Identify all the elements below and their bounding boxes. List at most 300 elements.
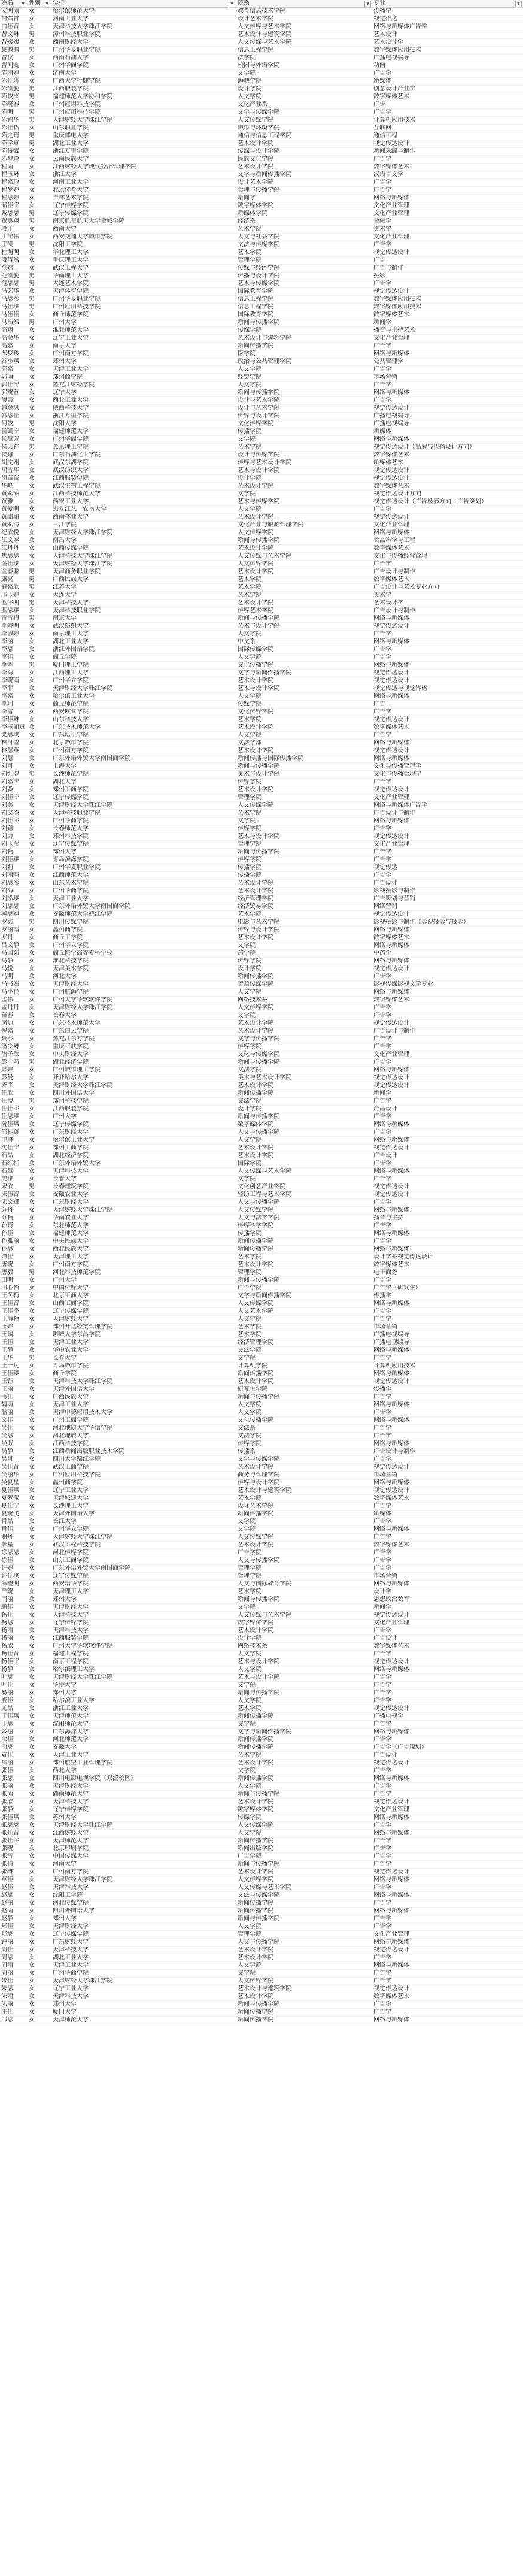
school-cell[interactable]: 天津科技大学 — [51, 1799, 236, 1806]
department-cell[interactable]: 教育信息技术学院 — [236, 8, 372, 16]
major-cell[interactable]: 广告学 — [372, 366, 523, 374]
gender-cell[interactable]: 女 — [28, 1456, 51, 1464]
name-cell[interactable]: 苏丹 — [0, 1207, 28, 1215]
major-cell[interactable]: 数字媒体艺术 — [372, 934, 523, 942]
school-cell[interactable]: 武汉东湖学院 — [51, 459, 236, 467]
major-cell[interactable]: 广告学 — [372, 849, 523, 856]
school-cell[interactable]: 广州应用科技学院 — [51, 304, 236, 311]
school-cell[interactable]: 广州华立学院 — [51, 677, 236, 685]
gender-cell[interactable]: 女 — [28, 1285, 51, 1292]
major-cell[interactable]: 网络与新媒体 — [372, 662, 523, 670]
name-cell[interactable]: 杨静 — [0, 1666, 28, 1674]
table-row[interactable] — [0, 1145, 523, 1152]
school-cell[interactable]: 郑州科技学院 — [51, 833, 236, 841]
name-cell[interactable]: 刘红健 — [0, 771, 28, 779]
table-row[interactable] — [0, 1744, 523, 1752]
table-row[interactable] — [0, 1316, 523, 1324]
name-cell[interactable]: 郜梦珍 — [0, 350, 28, 358]
major-cell[interactable]: 广告学 — [372, 1736, 523, 1744]
table-row[interactable] — [0, 1651, 523, 1658]
school-cell[interactable]: 广州南方学院 — [51, 1869, 236, 1876]
gender-cell[interactable]: 女 — [28, 810, 51, 818]
department-cell[interactable]: 管理学院 — [236, 1573, 372, 1581]
school-cell[interactable]: 郑州升达经贸管理学院 — [51, 1324, 236, 1331]
name-cell[interactable]: 黄爱明 — [0, 506, 28, 514]
school-cell[interactable]: 郑州大学 — [51, 1915, 236, 1923]
department-cell[interactable]: 新闻传播学院 — [236, 1238, 372, 1246]
gender-cell[interactable]: 女 — [28, 506, 51, 514]
gender-cell[interactable]: 女 — [28, 234, 51, 241]
name-cell[interactable]: 田心怡 — [0, 1285, 28, 1292]
major-cell[interactable]: 网络与新媒体 — [372, 1067, 523, 1074]
header-name[interactable] — [0, 0, 28, 8]
department-cell[interactable]: 广告学院 — [236, 1549, 372, 1557]
school-cell[interactable]: 河南大学 — [51, 1861, 236, 1869]
school-cell[interactable]: 郑州科技学院 — [51, 1098, 236, 1106]
department-cell[interactable]: 数字媒体学院 — [236, 202, 372, 210]
table-row[interactable] — [0, 763, 523, 771]
department-cell[interactable]: 人文学院 — [236, 1409, 372, 1417]
department-cell[interactable]: 医学院 — [236, 350, 372, 358]
name-cell[interactable]: 王婷 — [0, 1324, 28, 1331]
table-row[interactable] — [0, 1168, 523, 1176]
major-cell[interactable]: 广告学 — [372, 1627, 523, 1635]
department-cell[interactable]: 传播学院 — [236, 1230, 372, 1238]
department-cell[interactable]: 新闻与传播学院 — [236, 537, 372, 545]
major-cell[interactable]: 广告学 — [372, 1549, 523, 1557]
department-cell[interactable]: 文学院 — [236, 1526, 372, 1534]
department-cell[interactable]: 新闻传播学院 — [236, 1511, 372, 1518]
name-cell[interactable]: 陈明 — [0, 109, 28, 117]
school-cell[interactable]: 广州南方学院 — [51, 350, 236, 358]
gender-cell[interactable]: 男 — [28, 1355, 51, 1363]
school-cell[interactable]: 云南民族大学 — [51, 156, 236, 164]
department-cell[interactable]: 艺术设计学院 — [236, 724, 372, 732]
name-cell[interactable]: 刘力 — [0, 833, 28, 841]
gender-cell[interactable]: 女 — [28, 459, 51, 467]
department-cell[interactable]: 传媒与经济学院 — [236, 265, 372, 273]
name-cell[interactable]: 孙琦 — [0, 1222, 28, 1230]
gender-cell[interactable]: 女 — [28, 327, 51, 335]
major-cell[interactable]: 传播学 — [372, 8, 523, 16]
name-cell[interactable]: 王海楠 — [0, 1316, 28, 1324]
table-row[interactable] — [0, 1183, 523, 1191]
department-cell[interactable]: 艺术设计学院 — [236, 1760, 372, 1767]
table-row[interactable] — [0, 1954, 523, 1962]
name-cell[interactable]: 李雪 — [0, 709, 28, 716]
table-row[interactable] — [0, 1620, 523, 1627]
major-cell[interactable]: 广告学 — [372, 654, 523, 662]
major-cell[interactable]: 文化产业管理 — [372, 1620, 523, 1627]
school-cell[interactable]: 中国传媒大学 — [51, 1853, 236, 1861]
name-cell[interactable]: 史琪 — [0, 1176, 28, 1183]
table-row[interactable] — [0, 1526, 523, 1534]
department-cell[interactable]: 经济管理学院 — [236, 1339, 372, 1347]
major-cell[interactable]: 视觉传达设计 — [372, 1487, 523, 1495]
name-cell[interactable]: 彭婷 — [0, 1067, 28, 1074]
department-cell[interactable]: 人文传媒学院 — [236, 1207, 372, 1215]
school-cell[interactable]: 哈尔滨师范大学 — [51, 8, 236, 16]
table-row[interactable] — [0, 1806, 523, 1814]
school-cell[interactable]: 天津财经大学珠江学院 — [51, 1978, 236, 1985]
major-cell[interactable]: 通信工程 — [372, 132, 523, 140]
table-row[interactable] — [0, 1830, 523, 1838]
department-cell[interactable]: 数字媒体学院 — [236, 1806, 372, 1814]
department-cell[interactable]: 新闻与传播学院 — [236, 1690, 372, 1697]
department-cell[interactable]: 艺术学院 — [236, 226, 372, 234]
gender-cell[interactable]: 女 — [28, 1791, 51, 1799]
department-cell[interactable]: 传媒学院 — [236, 958, 372, 965]
name-cell[interactable]: 邝玉婷 — [0, 592, 28, 600]
major-cell[interactable]: 新媒体 — [372, 78, 523, 86]
department-cell[interactable]: 数字媒体学院 — [236, 1620, 372, 1627]
gender-cell[interactable]: 女 — [28, 1160, 51, 1168]
school-cell[interactable]: 江西新闻出版职业技术学院 — [51, 1448, 236, 1456]
school-cell[interactable]: 沈阳工学院 — [51, 1892, 236, 1900]
table-row[interactable] — [0, 78, 523, 86]
department-cell[interactable]: 人文传媒学院 — [236, 117, 372, 125]
gender-cell[interactable]: 女 — [28, 654, 51, 662]
name-cell[interactable]: 陈学章 — [0, 140, 28, 148]
table-row[interactable] — [0, 257, 523, 265]
gender-cell[interactable]: 女 — [28, 1705, 51, 1713]
name-cell[interactable]: 胡雪华 — [0, 467, 28, 475]
department-cell[interactable]: 艺术学院 — [236, 1495, 372, 1503]
department-cell[interactable]: 设计学院 — [236, 965, 372, 973]
major-cell[interactable]: 视觉传达设计 — [372, 249, 523, 257]
department-cell[interactable]: 置盈传媒学院 — [236, 981, 372, 989]
major-cell[interactable]: 网络与新媒体 — [372, 1830, 523, 1838]
major-cell[interactable]: 视觉传达设计 — [372, 1020, 523, 1028]
department-cell[interactable]: 艺术设计学院 — [236, 1261, 372, 1269]
table-row[interactable] — [0, 1067, 523, 1074]
major-cell[interactable]: 广告学 — [372, 1853, 523, 1861]
school-cell[interactable]: 湖南师范大学 — [51, 1791, 236, 1799]
department-cell[interactable]: 文法学院 — [236, 1347, 372, 1355]
table-row[interactable] — [0, 467, 523, 475]
department-cell[interactable]: 新闻与传播学院 — [236, 1915, 372, 1923]
name-cell[interactable]: 罗丹 — [0, 934, 28, 942]
department-cell[interactable]: 人文传媒学院 — [236, 529, 372, 537]
table-row[interactable] — [0, 1433, 523, 1440]
school-cell[interactable]: 天津理工大学 — [51, 1588, 236, 1596]
gender-cell[interactable]: 女 — [28, 1511, 51, 1518]
gender-cell[interactable]: 男 — [28, 444, 51, 452]
department-cell[interactable]: 艺术设计学院 — [236, 786, 372, 794]
gender-cell[interactable]: 女 — [28, 1643, 51, 1651]
header-gender[interactable] — [28, 0, 51, 8]
school-cell[interactable]: 江西师范大学 — [51, 872, 236, 880]
gender-cell[interactable]: 女 — [28, 1573, 51, 1581]
department-cell[interactable]: 文法系 — [236, 1425, 372, 1433]
table-row[interactable] — [0, 623, 523, 631]
department-cell[interactable]: 艺术与设计学院 — [236, 833, 372, 841]
department-cell[interactable]: 海峡学院 — [236, 78, 372, 86]
gender-cell[interactable]: 女 — [28, 1518, 51, 1526]
name-cell[interactable]: 高翔 — [0, 327, 28, 335]
school-cell[interactable]: 广东外语外贸大学 — [51, 1160, 236, 1168]
major-cell[interactable]: 文化与传播管理学 — [372, 771, 523, 779]
major-cell[interactable]: 视觉传达设计 — [372, 1658, 523, 1666]
name-cell[interactable]: 蓝思琪 — [0, 607, 28, 615]
header-major[interactable] — [372, 0, 523, 8]
major-cell[interactable]: 网络与新媒体 — [372, 389, 523, 397]
school-cell[interactable]: 山西传媒学院 — [51, 545, 236, 553]
name-cell[interactable]: 苗春 — [0, 1012, 28, 1020]
table-row[interactable] — [0, 895, 523, 903]
table-row[interactable] — [0, 1230, 523, 1238]
major-cell[interactable]: 网络与新媒体 — [372, 1207, 523, 1215]
school-cell[interactable]: 天津财经大学珠江学院 — [51, 1674, 236, 1682]
department-cell[interactable]: 人文传媒学院 — [236, 1876, 372, 1884]
department-cell[interactable]: 文学与新闻传播学院 — [236, 1292, 372, 1300]
name-cell[interactable]: 侯天祥 — [0, 444, 28, 452]
major-cell[interactable]: 市场营销 — [372, 1472, 523, 1479]
gender-cell[interactable]: 女 — [28, 1316, 51, 1324]
table-row[interactable] — [0, 631, 523, 638]
table-row[interactable] — [0, 724, 523, 732]
school-cell[interactable]: 华北理工大学 — [51, 249, 236, 257]
table-row[interactable] — [0, 335, 523, 343]
major-cell[interactable]: 影视摄影与制作 — [372, 888, 523, 895]
department-cell[interactable]: 经济贸易学院 — [236, 903, 372, 911]
table-row[interactable] — [0, 8, 523, 16]
name-cell[interactable]: 李丽 — [0, 638, 28, 646]
department-cell[interactable]: 信息工程学院 — [236, 304, 372, 311]
table-row[interactable] — [0, 249, 523, 257]
department-cell[interactable]: 新闻传播学院 — [236, 2017, 372, 2024]
table-row[interactable] — [0, 1970, 523, 1978]
major-cell[interactable]: 广播电视编导 — [372, 55, 523, 62]
department-cell[interactable]: 新闻出版学院 — [236, 1845, 372, 1853]
major-cell[interactable]: 设计学 — [372, 1588, 523, 1596]
name-cell[interactable]: 江文婷 — [0, 537, 28, 545]
gender-cell[interactable]: 女 — [28, 1308, 51, 1316]
department-cell[interactable]: 设计与艺术学院 — [236, 397, 372, 405]
gender-cell[interactable]: 女 — [28, 1674, 51, 1682]
major-cell[interactable]: 广告设计与艺术专业方向 — [372, 584, 523, 592]
name-cell[interactable]: 张琳 — [0, 1869, 28, 1876]
table-row[interactable] — [0, 1020, 523, 1028]
gender-cell[interactable]: 女 — [28, 1690, 51, 1697]
school-cell[interactable]: 中央民族大学 — [51, 1238, 236, 1246]
major-cell[interactable]: 广告学 — [372, 1923, 523, 1931]
gender-cell[interactable]: 男 — [28, 140, 51, 148]
department-cell[interactable]: 管理学院 — [236, 794, 372, 802]
name-cell[interactable]: 王佳宇 — [0, 1308, 28, 1316]
major-cell[interactable]: 创意设计产业学 — [372, 86, 523, 93]
gender-cell[interactable]: 女 — [28, 1783, 51, 1791]
school-cell[interactable]: 天津财经大学珠江学院 — [51, 1207, 236, 1215]
gender-cell[interactable]: 女 — [28, 1137, 51, 1145]
major-cell[interactable]: 广告学 — [372, 1565, 523, 1573]
school-cell[interactable]: 天津理工大学 — [51, 1254, 236, 1261]
table-row[interactable] — [0, 1207, 523, 1215]
school-cell[interactable]: 山东科技大学 — [51, 716, 236, 724]
major-cell[interactable]: 数字媒体艺术 — [372, 1993, 523, 2001]
major-cell[interactable]: 新媒体 — [372, 1511, 523, 1518]
gender-cell[interactable]: 女 — [28, 818, 51, 825]
department-cell[interactable]: 艺术设计学院 — [236, 888, 372, 895]
name-cell[interactable]: 章佳 — [0, 1876, 28, 1884]
table-row[interactable] — [0, 779, 523, 786]
department-cell[interactable]: 设计学院 — [236, 475, 372, 483]
school-cell[interactable]: 河北地质大学 — [51, 1433, 236, 1440]
gender-cell[interactable]: 女 — [28, 1752, 51, 1760]
department-cell[interactable]: 人文传媒与艺术学院 — [236, 39, 372, 47]
gender-cell[interactable]: 女 — [28, 1176, 51, 1183]
table-row[interactable] — [0, 1012, 523, 1020]
major-cell[interactable]: 广告学 — [372, 1425, 523, 1433]
name-cell[interactable]: 曹闻雯 — [0, 62, 28, 70]
gender-cell[interactable]: 女 — [28, 23, 51, 31]
table-row[interactable] — [0, 296, 523, 304]
department-cell[interactable]: 艺术设计学院 — [236, 1993, 372, 2001]
school-cell[interactable]: 江西财经大学 — [51, 1830, 236, 1838]
gender-cell[interactable]: 女 — [28, 249, 51, 257]
school-cell[interactable]: 郑州大学 — [51, 358, 236, 366]
table-row[interactable] — [0, 1705, 523, 1713]
school-cell[interactable]: 长春大学 — [51, 1176, 236, 1183]
name-cell[interactable]: 胡文刚 — [0, 459, 28, 467]
department-cell[interactable]: 校园与外语学院 — [236, 62, 372, 70]
major-cell[interactable]: 视觉传达 — [372, 864, 523, 872]
school-cell[interactable]: 广西民族大学 — [51, 1394, 236, 1401]
department-cell[interactable]: 艺术学院 — [236, 1752, 372, 1760]
gender-cell[interactable]: 女 — [28, 55, 51, 62]
name-cell[interactable]: 朱丽 — [0, 2001, 28, 2009]
name-cell[interactable]: 李海 — [0, 670, 28, 677]
gender-cell[interactable]: 女 — [28, 1915, 51, 1923]
name-cell[interactable]: 侯慧芳 — [0, 436, 28, 444]
name-cell[interactable]: 李菲 — [0, 685, 28, 693]
school-cell[interactable]: 天津财经大学珠江学院 — [51, 561, 236, 568]
table-row[interactable] — [0, 810, 523, 818]
major-cell[interactable]: 网络与新媒体 — [372, 1479, 523, 1487]
department-cell[interactable]: 人文传媒与艺术学院 — [236, 1612, 372, 1620]
school-cell[interactable]: 西南财经大学 — [51, 39, 236, 47]
gender-cell[interactable]: 女 — [28, 755, 51, 763]
school-cell[interactable]: 广州应用科技学院 — [51, 109, 236, 117]
gender-cell[interactable]: 女 — [28, 436, 51, 444]
name-cell[interactable]: 刘泓琪 — [0, 895, 28, 903]
school-cell[interactable]: 重庆邮电大学 — [51, 132, 236, 140]
major-cell[interactable]: 广告学 — [372, 1721, 523, 1729]
department-cell[interactable]: 新闻传播学院 — [236, 1736, 372, 1744]
school-cell[interactable]: 长春大学 — [51, 1012, 236, 1020]
major-cell[interactable]: 广告学 — [372, 631, 523, 638]
school-cell[interactable]: 陕西科技大学 — [51, 405, 236, 413]
gender-cell[interactable]: 女 — [28, 1884, 51, 1892]
major-cell[interactable]: 广告学 — [372, 1534, 523, 1542]
name-cell[interactable]: 倪嘉 — [0, 1028, 28, 1036]
major-cell[interactable]: 广告学 — [372, 872, 523, 880]
name-cell[interactable]: 郑佳 — [0, 1923, 28, 1931]
department-cell[interactable]: 文法与传媒学院 — [236, 241, 372, 249]
major-cell[interactable]: 数字媒体艺术 — [372, 724, 523, 732]
table-row[interactable] — [0, 1300, 523, 1308]
gender-cell[interactable]: 女 — [28, 825, 51, 833]
school-cell[interactable]: 重庆三峡学院 — [51, 1043, 236, 1051]
table-row[interactable] — [0, 584, 523, 592]
name-cell[interactable]: 蓝宇明 — [0, 600, 28, 607]
school-cell[interactable]: 湖北经济学院 — [51, 1152, 236, 1160]
gender-cell[interactable]: 女 — [28, 1082, 51, 1090]
department-cell[interactable]: 经济管理学院 — [236, 895, 372, 903]
name-cell[interactable]: 谭佳 — [0, 1254, 28, 1261]
department-cell[interactable]: 设计艺术学院 — [236, 1503, 372, 1511]
gender-cell[interactable]: 女 — [28, 833, 51, 841]
gender-cell[interactable]: 女 — [28, 1425, 51, 1433]
gender-cell[interactable]: 女 — [28, 997, 51, 1004]
gender-cell[interactable]: 男 — [28, 584, 51, 592]
school-cell[interactable]: 福建工程学院 — [51, 1651, 236, 1658]
major-cell[interactable]: 产品设计 — [372, 1106, 523, 1113]
gender-cell[interactable]: 女 — [28, 1370, 51, 1378]
name-cell[interactable]: 侯凯宁 — [0, 428, 28, 436]
major-cell[interactable]: 文化产业管理 — [372, 522, 523, 529]
major-cell[interactable]: 数字媒体艺术 — [372, 1495, 523, 1503]
school-cell[interactable]: 沈阳工学院 — [51, 241, 236, 249]
gender-cell[interactable]: 女 — [28, 1215, 51, 1222]
department-cell[interactable]: 文学与新闻传播学院 — [236, 171, 372, 179]
gender-cell[interactable]: 女 — [28, 763, 51, 771]
major-cell[interactable]: 网络与新媒体 — [372, 1908, 523, 1915]
school-cell[interactable]: 广州华商学院 — [51, 62, 236, 70]
table-row[interactable] — [0, 1269, 523, 1277]
major-cell[interactable]: 广告学 — [372, 1199, 523, 1207]
gender-cell[interactable]: 女 — [28, 1129, 51, 1137]
table-row[interactable] — [0, 1604, 523, 1612]
name-cell[interactable]: 段子 — [0, 226, 28, 234]
school-cell[interactable]: 郑州商学院 — [51, 374, 236, 382]
major-cell[interactable]: 广告学 — [372, 1767, 523, 1775]
filter-dropdown-icon[interactable] — [44, 1, 50, 7]
department-cell[interactable]: 文学院 — [236, 1721, 372, 1729]
school-cell[interactable]: 武汉纺织大学 — [51, 467, 236, 475]
table-row[interactable] — [0, 615, 523, 623]
department-cell[interactable]: 人文与法学学院 — [236, 1215, 372, 1222]
school-cell[interactable]: 广州华商学院 — [51, 818, 236, 825]
name-cell[interactable]: 马书娟 — [0, 981, 28, 989]
major-cell[interactable]: 网络与新媒体 — [372, 1729, 523, 1736]
table-row[interactable] — [0, 849, 523, 856]
table-row[interactable] — [0, 576, 523, 584]
department-cell[interactable]: 新闻传播学院 — [236, 2009, 372, 2017]
department-cell[interactable]: 人文学院 — [236, 732, 372, 740]
school-cell[interactable]: 浙江万里学院 — [51, 413, 236, 420]
gender-cell[interactable]: 女 — [28, 1020, 51, 1028]
name-cell[interactable]: 刘雨晴 — [0, 872, 28, 880]
name-cell[interactable]: 刘美 — [0, 802, 28, 810]
gender-cell[interactable]: 女 — [28, 1978, 51, 1985]
department-cell[interactable]: 研究生学院 — [236, 1386, 372, 1394]
school-cell[interactable]: 广东外语外贸大学南国商学院 — [51, 903, 236, 911]
school-cell[interactable]: 广西大学行健学院 — [51, 78, 236, 86]
department-cell[interactable]: 文学与传媒学院 — [236, 1456, 372, 1464]
name-cell[interactable]: 蔡佩佩 — [0, 47, 28, 55]
name-cell[interactable]: 曾媛媛 — [0, 39, 28, 47]
major-cell[interactable]: 广告设计与制作 — [372, 1028, 523, 1036]
school-cell[interactable]: 苏州大学 — [51, 1814, 236, 1822]
major-cell[interactable]: 市场营销 — [372, 374, 523, 382]
name-cell[interactable]: 白佳音 — [0, 23, 28, 31]
school-cell[interactable]: 天津工业大学 — [51, 895, 236, 903]
school-cell[interactable]: 上海大学 — [51, 763, 236, 771]
gender-cell[interactable]: 女 — [28, 1581, 51, 1588]
gender-cell[interactable]: 女 — [28, 1962, 51, 1970]
major-cell[interactable]: 网络与新媒体 — [372, 638, 523, 646]
